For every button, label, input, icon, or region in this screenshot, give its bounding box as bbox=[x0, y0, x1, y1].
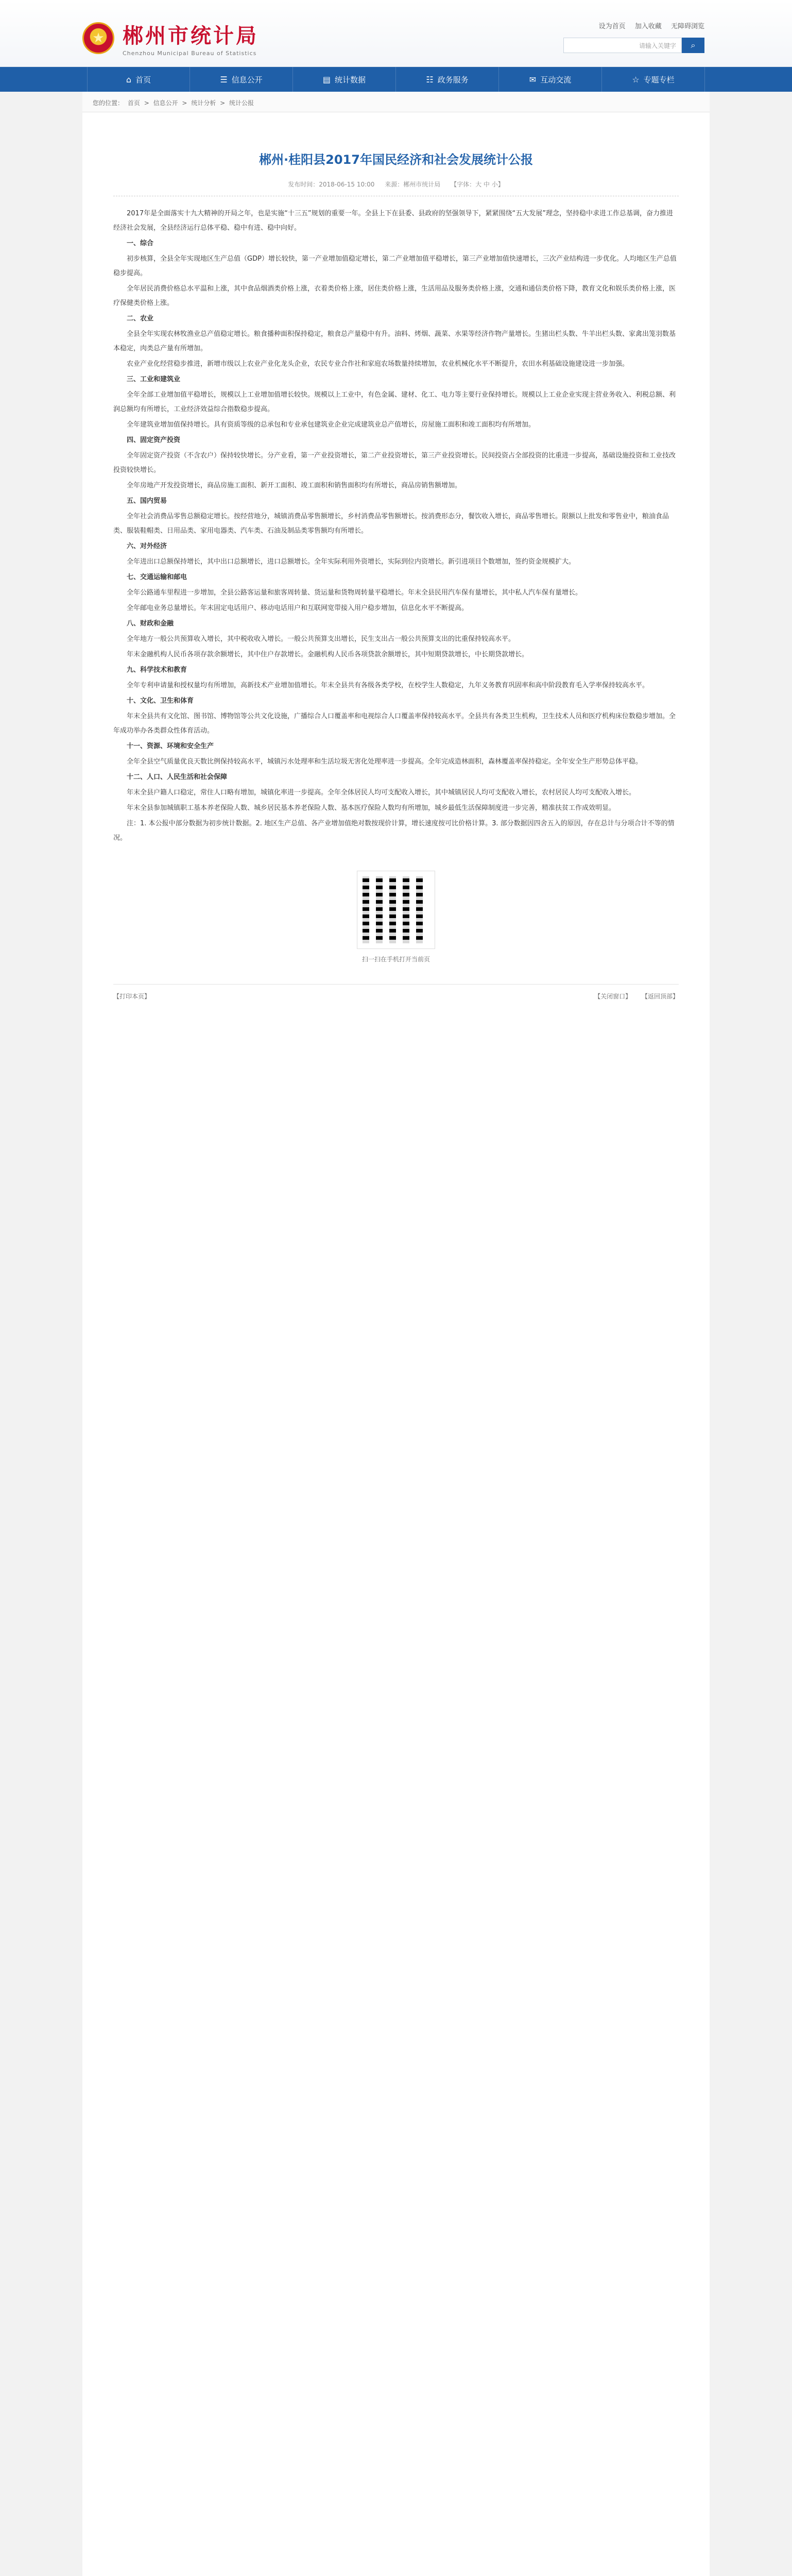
chat-icon: ✉ bbox=[529, 74, 537, 84]
paragraph: 全年公路通车里程进一步增加，全县公路客运量和旅客周转量、货运量和货物周转量平稳增长。年末全县民用汽车保有量增长，其中私人汽车保有量增长。 bbox=[127, 589, 582, 597]
close-window-button[interactable]: 【关闭窗口】 bbox=[594, 993, 632, 1000]
search-icon: ⌕ bbox=[691, 40, 696, 50]
content-container bbox=[82, 92, 710, 2576]
home-icon: ⌂ bbox=[126, 74, 132, 84]
paragraph: 2017年是全面落实十九大精神的开局之年，也是实施“十三五”规划的重要一年。全县上下在县委、县政府的坚强领导下，紧紧围绕“五大发展”理念，坚持稳中求进工作总基调，奋力推进经济社会发展，全县经济运行总体平稳、稳中有进、稳中向好。 bbox=[113, 210, 674, 232]
nav-item-home[interactable] bbox=[87, 67, 190, 92]
qr-block bbox=[113, 871, 679, 963]
paragraph: 全年进出口总额保持增长，其中出口总额增长，进口总额增长。全年实际利用外资增长，实际到位内资增长。新引进项目个数增加，签约资金规模扩大。 bbox=[127, 558, 576, 566]
paragraph: 年末金融机构人民币各项存款余额增长，其中住户存款增长。金融机构人民币各项贷款余额增长，其中短期贷款增长，中长期贷款增长。 bbox=[127, 651, 529, 658]
nav-label: 统计数据 bbox=[335, 75, 366, 84]
section-heading: 五、国内贸易 bbox=[127, 497, 167, 505]
article-title: 郴州·桂阳县2017年国民经济和社会发展统计公报 bbox=[259, 152, 533, 167]
main-nav bbox=[0, 67, 792, 92]
article bbox=[82, 112, 710, 1008]
top-link-accessible[interactable]: 无障碍浏览 bbox=[670, 23, 704, 30]
back-to-top-button[interactable]: 【返回顶部】 bbox=[641, 993, 679, 1000]
breadcrumb-prefix: 您的位置： bbox=[93, 99, 124, 107]
site-name-block bbox=[123, 20, 259, 57]
breadcrumb-analysis[interactable]: 统计分析 bbox=[191, 99, 216, 107]
chart-icon: ▤ bbox=[322, 74, 331, 84]
nav-label: 首页 bbox=[135, 75, 151, 84]
breadcrumb-bulletin[interactable]: 统计公报 bbox=[229, 99, 254, 107]
article-source: 来源：郴州市统计局 bbox=[385, 181, 441, 188]
paragraph: 年末全县户籍人口稳定，常住人口略有增加，城镇化率进一步提高。全年全体居民人均可支配收入增长，其中城镇居民人均可支配收入增长，农村居民人均可支配收入增长。 bbox=[127, 789, 636, 796]
breadcrumb-home[interactable]: 首页 bbox=[127, 99, 140, 107]
site-name-en: Chenzhou Municipal Bureau of Statistics bbox=[123, 50, 257, 57]
section-heading: 十二、人口、人民生活和社会保障 bbox=[127, 773, 228, 781]
paragraph: 初步核算，全县全年实现地区生产总值（GDP）增长较快，第一产业增加值稳定增长，第二产业增加值平稳增长，第三产业增加值快速增长，三次产业结构进一步优化。人均地区生产总值稳步提高。 bbox=[113, 255, 677, 277]
article-body bbox=[113, 207, 679, 845]
paragraph: 全年社会消费品零售总额稳定增长。按经营地分，城镇消费品零售额增长，乡村消费品零售额增长。按消费形态分，餐饮收入增长，商品零售增长。限额以上批发和零售业中，粮油食品类、服装鞋帽类、日用品类、家用电器类、汽车类、石油及制品类零售额均有所增长。 bbox=[113, 513, 669, 535]
nav-label: 专题专栏 bbox=[643, 75, 675, 84]
search-input[interactable]: 请输入关键字 bbox=[563, 38, 682, 53]
top-links bbox=[563, 21, 704, 30]
paragraph: 农业产业化经营稳步推进，新增市级以上农业产业化龙头企业，农民专业合作社和家庭农场数量持续增加，农业机械化水平不断提升，农田水利基础设施建设进一步加强。 bbox=[127, 360, 629, 368]
section-heading: 四、固定资产投资 bbox=[127, 436, 181, 444]
breadcrumb-sep: > bbox=[144, 99, 149, 107]
paragraph: 全年地方一般公共预算收入增长，其中税收收入增长。一般公共预算支出增长，民生支出占一般公共预算支出的比重保持较高水平。 bbox=[127, 635, 515, 643]
section-heading: 一、综合 bbox=[127, 240, 154, 247]
header-tools bbox=[563, 21, 704, 53]
nav-item-topic[interactable] bbox=[602, 67, 705, 92]
article-meta bbox=[113, 180, 679, 196]
section-heading: 三、工业和建筑业 bbox=[127, 376, 181, 383]
paragraph: 全年居民消费价格总水平温和上涨，其中食品烟酒类价格上涨，衣着类价格上涨，居住类价格上涨，生活用品及服务类价格上涨，交通和通信类价格下降，教育文化和娱乐类价格上涨，医疗保健类价格上涨。 bbox=[113, 285, 676, 307]
publish-date: 发布时间：2018-06-15 10:00 bbox=[288, 181, 375, 188]
paragraph: 年末全县共有文化馆、图书馆、博物馆等公共文化设施，广播综合人口覆盖率和电视综合人口覆盖率保持较高水平。全县共有各类卫生机构，卫生技术人员和医疗机构床位数稳步增加。全年成功举办各类群众性体育活动。 bbox=[113, 713, 676, 735]
breadcrumb-info[interactable]: 信息公开 bbox=[153, 99, 178, 107]
section-heading: 十一、资源、环境和安全生产 bbox=[127, 742, 214, 750]
document-icon: ☰ bbox=[220, 74, 228, 84]
paragraph: 注：1. 本公报中部分数据为初步统计数据。2. 地区生产总值、各产业增加值绝对数按现价计算，增长速度按可比价格计算。3. 部分数据因四舍五入的原因，存在总计与分项合计不等的情况。 bbox=[113, 820, 675, 842]
breadcrumb bbox=[82, 92, 710, 112]
nav-item-service[interactable] bbox=[396, 67, 499, 92]
section-heading: 七、交通运输和邮电 bbox=[127, 573, 187, 581]
qr-code-icon bbox=[357, 871, 435, 948]
print-button[interactable]: 【打印本页】 bbox=[113, 993, 151, 1000]
paragraph: 全年固定资产投资（不含农户）保持较快增长。分产业看，第一产业投资增长，第二产业投资增长，第三产业投资增长。民间投资占全部投资的比重进一步提高，基础设施投资和工业技改投资较快增长。 bbox=[113, 452, 676, 474]
section-heading: 十、文化、卫生和体育 bbox=[127, 697, 194, 705]
section-heading: 八、财政和金融 bbox=[127, 620, 174, 628]
site-logo[interactable] bbox=[82, 20, 259, 57]
top-link-favorite[interactable]: 加入收藏 bbox=[634, 23, 662, 30]
article-tools-right bbox=[586, 992, 679, 1001]
nav-label: 政务服务 bbox=[437, 75, 469, 84]
star-icon: ☆ bbox=[632, 74, 640, 84]
search-bar bbox=[563, 38, 704, 53]
nav-item-data[interactable] bbox=[293, 67, 396, 92]
section-heading: 二、农业 bbox=[127, 315, 154, 323]
site-name: 郴州市统计局 bbox=[123, 24, 259, 48]
paragraph: 全年建筑业增加值保持增长。具有资质等级的总承包和专业承包建筑业企业完成建筑业总产值增长，房屋施工面积和竣工面积均有所增加。 bbox=[127, 421, 536, 429]
paragraph: 全年全县空气质量优良天数比例保持较高水平，城镇污水处理率和生活垃圾无害化处理率进一步提高。全年完成造林面积，森林覆盖率保持稳定。全年安全生产形势总体平稳。 bbox=[127, 758, 643, 766]
national-emblem-icon: ★ bbox=[82, 22, 114, 54]
paragraph: 全县全年实现农林牧渔业总产值稳定增长。粮食播种面积保持稳定，粮食总产量稳中有升。油料、烤烟、蔬菜、水果等经济作物产量增长。生猪出栏头数、牛羊出栏头数、家禽出笼羽数基本稳定，肉类总产量有所增加。 bbox=[113, 330, 676, 352]
site-header bbox=[0, 0, 792, 67]
section-heading: 六、对外经济 bbox=[127, 543, 167, 550]
breadcrumb-sep: > bbox=[182, 99, 187, 107]
font-size-control[interactable]: 【字体：大 中 小】 bbox=[451, 181, 504, 188]
service-icon: ☷ bbox=[426, 74, 434, 84]
nav-item-info[interactable] bbox=[190, 67, 293, 92]
paragraph: 全年房地产开发投资增长，商品房施工面积、新开工面积、竣工面积和销售面积均有所增长，商品房销售额增加。 bbox=[127, 482, 462, 489]
qr-caption: 扫一扫在手机打开当前页 bbox=[361, 956, 430, 963]
top-link-home[interactable]: 设为首页 bbox=[598, 23, 626, 30]
paragraph: 全年专利申请量和授权量均有所增加，高新技术产业增加值增长。年末全县共有各级各类学校，在校学生人数稳定，九年义务教育巩固率和高中阶段教育毛入学率保持较高水平。 bbox=[127, 682, 649, 689]
paragraph: 年末全县参加城镇职工基本养老保险人数、城乡居民基本养老保险人数、基本医疗保险人数均有所增加，城乡最低生活保障制度进一步完善，精准扶贫工作成效明显。 bbox=[127, 804, 616, 812]
search-button[interactable] bbox=[682, 38, 704, 53]
paragraph: 全年全部工业增加值平稳增长，规模以上工业增加值增长较快。规模以上工业中，有色金属、建材、化工、电力等主要行业保持增长。规模以上工业企业实现主营业务收入、利税总额、利润总额均有所增长，工业经济效益综合指数稳步提高。 bbox=[113, 391, 676, 413]
paragraph: 全年邮电业务总量增长。年末固定电话用户、移动电话用户和互联网宽带接入用户稳步增加，信息化水平不断提高。 bbox=[127, 604, 469, 612]
section-heading: 九、科学技术和教育 bbox=[127, 666, 187, 674]
nav-label: 互动交流 bbox=[540, 75, 572, 84]
nav-label: 信息公开 bbox=[231, 75, 263, 84]
article-tools bbox=[113, 984, 679, 1008]
nav-item-interact[interactable] bbox=[499, 67, 602, 92]
breadcrumb-sep: > bbox=[220, 99, 226, 107]
